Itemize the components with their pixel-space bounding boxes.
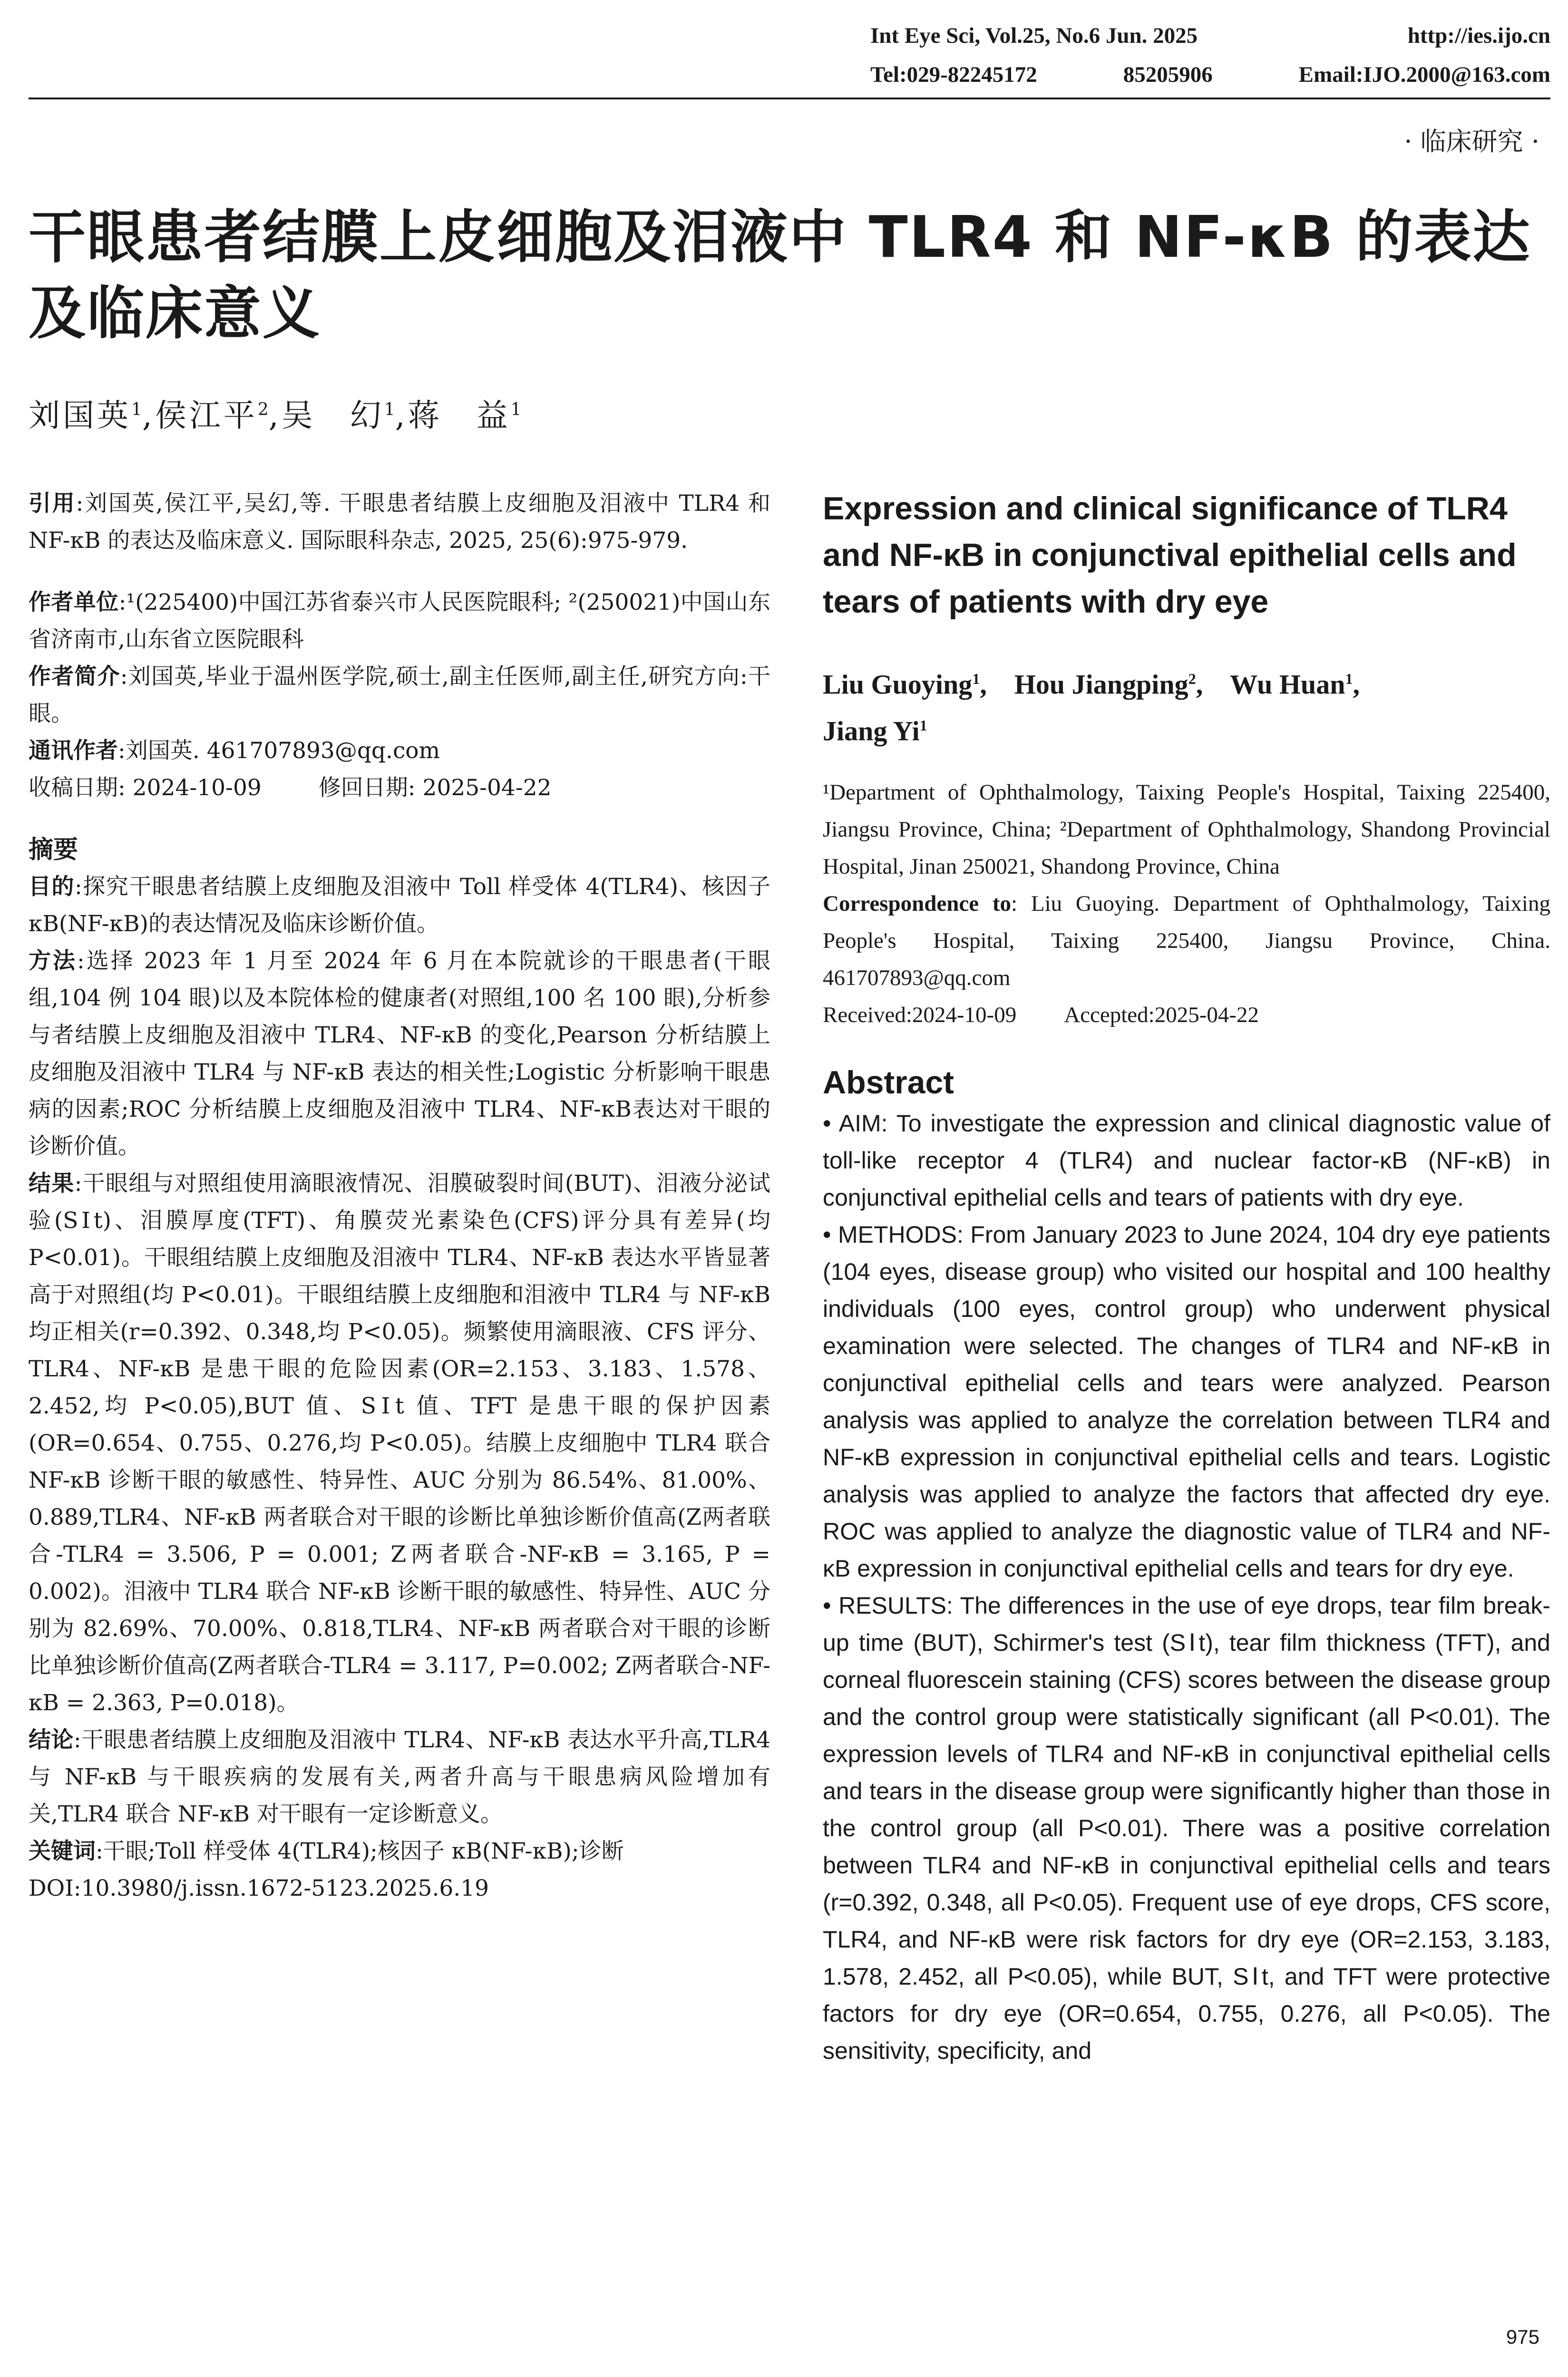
keywords-text: :干眼;Toll 样受体 4(TLR4);核因子 κB(NF-κB);诊断 xyxy=(96,1838,624,1864)
affiliation-label: 作者单位 xyxy=(29,589,119,615)
author-affil-mark: 1 xyxy=(1345,670,1353,687)
journal-citation: Int Eye Sci, Vol.25, No.6 Jun. 2025 xyxy=(870,23,1198,48)
dates-cn xyxy=(29,770,770,807)
affiliation-en: ¹Department of Ophthalmology, Taixing People's Hospital, Taixing 225400, Jiangsu Province, China; ²Department of Ophthalmology, Shandong Provincial Hospital, Jinan 250021, Shandong Province, China xyxy=(823,779,1550,879)
article-title-cn: 干眼患者结膜上皮细胞及泪液中 TLR4 和 NF-κB 的表达及临床意义 xyxy=(29,205,1531,347)
author-affil-mark: 1 xyxy=(919,717,927,734)
citation xyxy=(29,485,770,559)
keywords-cn xyxy=(29,1833,770,1870)
abstract-aim-en: • AIM: To investigate the expression and clinical diagnostic value of toll-like receptor 4 (TLR4) and nuclear factor-κB (NF-κB) in conjunctival epithelial cells and tears of patients with dry eye. xyxy=(823,1110,1550,1211)
article-title-en: Expression and clinical significance of TLR4 and NF-κB in conjunctival epithelial cells and tears of patients with dry eye xyxy=(823,490,1517,620)
correspondence-label: Correspondence to xyxy=(823,891,1012,916)
left-column xyxy=(29,485,770,1907)
dates-en xyxy=(823,996,1550,1033)
author-affil-mark: 1 xyxy=(972,670,980,687)
abstract-results-cn xyxy=(29,1165,770,1722)
author-name: 吴 幻 xyxy=(281,397,384,434)
author-name-en: Hou Jiangping xyxy=(1014,669,1188,700)
abstract-conclusion-cn xyxy=(29,1722,770,1833)
aim-label: 目的 xyxy=(29,874,75,900)
corresponding-text[interactable]: :刘国英. 461707893@qq.com xyxy=(118,738,440,764)
abstract-results-en: • RESULTS: The differences in the use of eye drops, tear film break-up time (BUT), Schirmer's test (SⅠt), tear film thickness (TFT), and corneal fluorescein staining (CFS) scores between the disease group and the control group were statistically significant (all P<0.01). The expression levels of TLR4 and NF-κB in conjunctival epithelial cells and tears in the disease group were significantly higher than those in the control group (all P<0.01). There was a positive correlation between TLR4 and NF-κB in conjunctival epithelial cells and tears (r=0.392, 0.348, all P<0.05). Frequent use of eye drops, CFS score, TLR4, and NF-κB were risk factors for dry eye (OR=2.153, 3.183, 1.578, 2.452, all P<0.05), while BUT, SⅠt, and TFT were protective factors for dry eye (OR=0.654, 0.755, 0.276, all P<0.05). The sensitivity, specificity, and xyxy=(823,1592,1550,2064)
author-bio-label: 作者简介 xyxy=(29,663,120,690)
author-bio-text: :刘国英,毕业于温州医学院,硕士,副主任医师,副主任,研究方向:干眼。 xyxy=(29,663,771,727)
author-name: 蒋 益 xyxy=(408,397,511,434)
received-date-en: Received:2024-10-09 xyxy=(823,1002,1017,1027)
journal-fax: 85205906 xyxy=(1123,62,1213,87)
author-name-en: Wu Huan xyxy=(1230,669,1345,700)
journal-header-line2 xyxy=(870,62,1550,90)
corresponding-label: 通讯作者 xyxy=(29,738,118,764)
author-name: 侯江平 xyxy=(155,397,258,434)
conclusion-text: :干眼患者结膜上皮细胞及泪液中 TLR4、NF-κB 表达水平升高,TLR4 与 NF-κB 与干眼疾病的发展有关,两者升高与干眼患病风险增加有关,TLR4 联合 NF-κB 对干眼有一定诊断意义。 xyxy=(29,1727,771,1827)
methods-label: 方法 xyxy=(29,948,78,974)
authors-en: Liu Guoying$^1$, Hou Jiangping$^2$, Wu Huan$^1$, Jiang Yi$^1$ xyxy=(823,669,1360,747)
affiliation-en-block xyxy=(823,774,1550,1033)
author-affil-mark: 1 xyxy=(131,400,142,419)
journal-url[interactable]: http://ies.ijo.cn xyxy=(1407,23,1550,48)
corresponding-author xyxy=(29,732,770,770)
results-label: 结果 xyxy=(29,1170,75,1197)
author-affil-mark: 1 xyxy=(510,400,522,419)
revised-date: 修回日期: 2025-04-22 xyxy=(318,775,552,801)
header-divider xyxy=(29,97,1550,99)
correspondence-en xyxy=(823,885,1550,996)
citation-label: 引用 xyxy=(29,490,76,516)
author-name: 刘国英 xyxy=(29,397,131,434)
journal-header-line1 xyxy=(870,23,1550,51)
abstract-methods-en: • METHODS: From January 2023 to June 2024, 104 dry eye patients (104 eyes, disease group) who visited our hospital and 100 healthy individuals (100 eyes, control group) who underwent physical examination were selected. The changes of TLR4 and NF-κB in conjunctival epithelial cells and tears were analyzed. Pearson analysis was applied to analyze the correlation between TLR4 and NF-κB expression in conjunctival epithelial cells and tears. Logistic analysis was applied to analyze the factors that affected dry eye. ROC was applied to analyze the diagnostic value of TLR4 and NF-κB expression in conjunctival epithelial cells and tears for dry eye. xyxy=(823,1221,1550,1582)
author-affil-mark: 1 xyxy=(384,400,395,419)
methods-text: :选择 2023 年 1 月至 2024 年 6 月在本院就诊的干眼患者(干眼组,104 例 104 眼)以及本院体检的健康者(对照组,100 名 100 眼),分析参与者结膜上皮细胞及泪液中 TLR4、NF-κB 的变化,Pearson 分析结膜上皮细胞及泪液中 TLR4 与 NF-κB 表达的相关性;Logistic 分析影响干眼患病的因素;ROC 分析结膜上皮细胞及泪液中 TLR4、NF-κB表达对干眼的诊断价值。 xyxy=(29,948,771,1159)
aim-text: :探究干眼患者结膜上皮细胞及泪液中 Toll 样受体 4(TLR4)、核因子 κB(NF-κB)的表达情况及临床诊断价值。 xyxy=(29,874,771,937)
abstract-methods-cn xyxy=(29,943,770,1165)
results-text: :干眼组与对照组使用滴眼液情况、泪膜破裂时间(BUT)、泪液分泌试验(SⅠt)、泪膜厚度(TFT)、角膜荧光素染色(CFS)评分具有差异(均 P<0.01)。干眼组结膜上皮细胞及泪液中 TLR4、NF-κB 表达水平皆显著高于对照组(均 P<0.01)。干眼组结膜上皮细胞和泪液中 TLR4 与 NF-κB 均正相关(r=0.392、0.348,均 P<0.05)。频繁使用滴眼液、CFS 评分、TLR4、NF-κB 是患干眼的危险因素(OR=2.153、3.183、1.578、2.452,均 P<0.05),BUT 值、SⅠt 值、TFT 是患干眼的保护因素(OR=0.654、0.755、0.276,均 P<0.05)。结膜上皮细胞中 TLR4 联合 NF-κB 诊断干眼的敏感性、特异性、AUC 分别为 86.54%、81.00%、0.889,TLR4、NF-κB 两者联合对干眼的诊断比单独诊断价值高(Z两者联合-TLR4 = 3.506, P = 0.001; Z两者联合-NF-κB = 3.165, P = 0.002)。泪液中 TLR4 联合 NF-κB 诊断干眼的敏感性、特异性、AUC 分别为 82.69%、70.00%、0.818,TLR4、NF-κB 两者联合对干眼的诊断比单独诊断价值高(Z两者联合-TLR4 = 3.117, P=0.002; Z两者联合-NF-κB = 2.363, P=0.018)。 xyxy=(29,1170,770,1716)
affiliation xyxy=(29,584,770,658)
abstract-body-en xyxy=(823,1105,1550,2069)
abstract-heading-cn: 摘要 xyxy=(29,836,78,864)
received-date: 收稿日期: 2024-10-09 xyxy=(29,775,262,801)
journal-email[interactable]: Email:IJO.2000@163.com xyxy=(1298,62,1550,87)
author-name-en: Jiang Yi xyxy=(823,715,920,747)
author-name-en: Liu Guoying xyxy=(823,669,973,700)
keywords-label: 关键词 xyxy=(29,1838,96,1864)
author-affil-mark: 2 xyxy=(1188,670,1196,687)
section-tag: · 临床研究 · xyxy=(1404,127,1539,156)
affiliation-text: :¹(225400)中国江苏省泰兴市人民医院眼科; ²(250021)中国山东省济南市,山东省立医院眼科 xyxy=(29,589,770,653)
author-bio xyxy=(29,658,770,732)
abstract-heading-en: Abstract xyxy=(823,1064,954,1101)
accepted-date-en: Accepted:2025-04-22 xyxy=(1064,1002,1259,1027)
citation-text: :刘国英,侯江平,吴幻,等. 干眼患者结膜上皮细胞及泪液中 TLR4 和 NF-κB 的表达及临床意义. 国际眼科杂志, 2025, 25(6):975-979. xyxy=(29,490,770,554)
authors-cn: 刘国英$^1$,侯江平$^2$,吴 幻$^1$,蒋 益$^1$ xyxy=(29,397,522,434)
journal-tel: Tel:029-82245172 xyxy=(870,62,1037,87)
author-affil-mark: 2 xyxy=(257,400,269,419)
doi[interactable]: DOI:10.3980/j.issn.1672-5123.2025.6.19 xyxy=(29,1875,489,1901)
abstract-aim-cn xyxy=(29,868,770,943)
page-number: 975 xyxy=(1506,2326,1539,2348)
correspondence-text[interactable]: : Liu Guoying. Department of Ophthalmology, Taixing People's Hospital, Taixing 225400, Jiangsu Province, China. 461707893@qq.com xyxy=(823,891,1550,990)
conclusion-label: 结论 xyxy=(29,1727,74,1753)
right-column xyxy=(823,485,1550,2069)
